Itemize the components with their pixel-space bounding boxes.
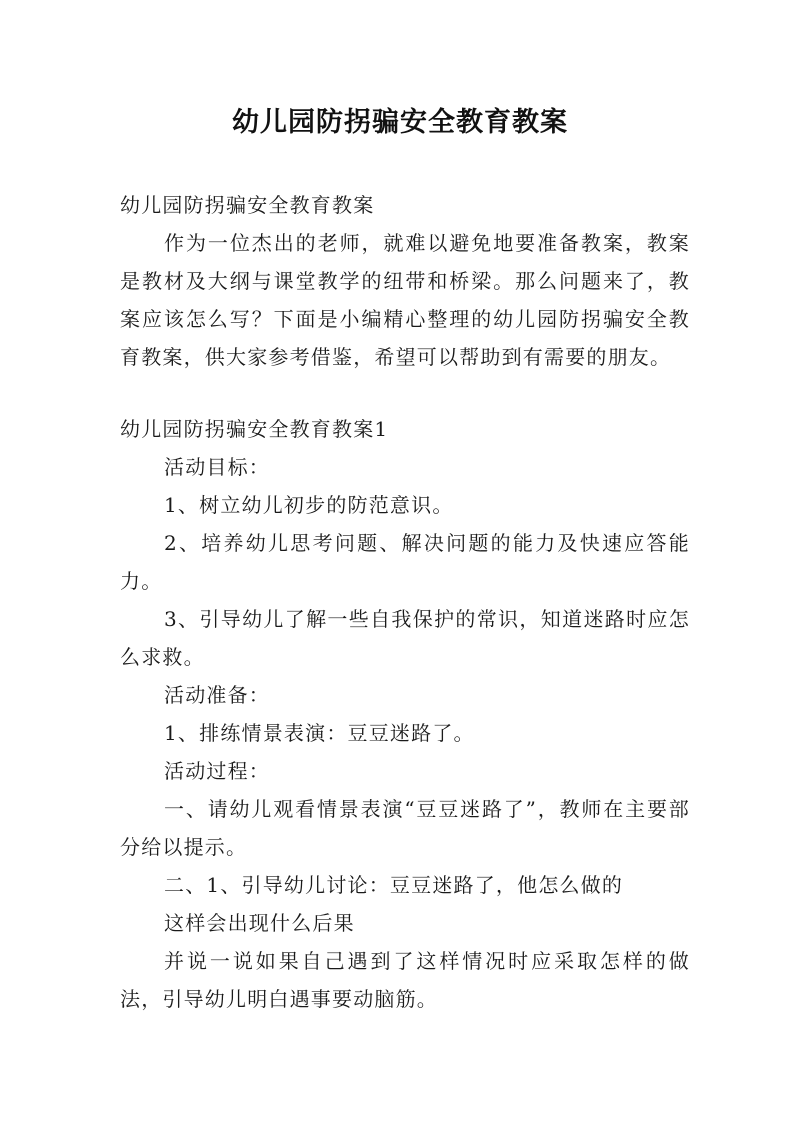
goal-item-3: 3、引导幼儿了解一些自我保护的常识，知道迷路时应怎么求救。 xyxy=(120,607,690,669)
process-step-2: 二、1、引导幼儿讨论：豆豆迷路了，他怎么做的 xyxy=(164,873,624,897)
goal-item-1: 1、树立幼儿初步的防范意识。 xyxy=(164,493,454,517)
section-heading-plan-1: 幼儿园防拐骗安全教育教案1 xyxy=(120,417,389,441)
intro-paragraph: 作为一位杰出的老师，就难以避免地要准备教案，教案是教材及大纲与课堂教学的纽带和桥梁。那么问题来了，教案应该怎么写？下面是小编精心整理的幼儿园防拐骗安全教育教案，供大家参考借鉴，希望可以帮助到有需要的朋友。 xyxy=(120,231,690,369)
paragraph-spacer xyxy=(120,376,690,410)
activity-goals-heading: 活动目标： xyxy=(164,455,270,479)
prep-item-1: 1、排练情景表演：豆豆迷路了。 xyxy=(164,721,475,745)
activity-prep-heading: 活动准备： xyxy=(164,683,270,707)
goal-item-2: 2、培养幼儿思考问题、解决问题的能力及快速应答能力。 xyxy=(120,531,690,593)
process-step-1: 一、请幼儿观看情景表演“豆豆迷路了”，教师在主要部分给以提示。 xyxy=(120,797,690,859)
document-title: 幼儿园防拐骗安全教育教案 xyxy=(232,107,568,138)
process-step-2-discussion: 并说一说如果自己遇到了这样情况时应采取怎样的做法，引导幼儿明白遇事要动脑筋。 xyxy=(120,949,690,1011)
document-body xyxy=(120,186,690,1018)
process-step-2-question: 这样会出现什么后果 xyxy=(164,911,355,935)
section-heading-intro: 幼儿园防拐骗安全教育教案 xyxy=(120,193,375,217)
activity-process-heading: 活动过程： xyxy=(164,759,270,783)
